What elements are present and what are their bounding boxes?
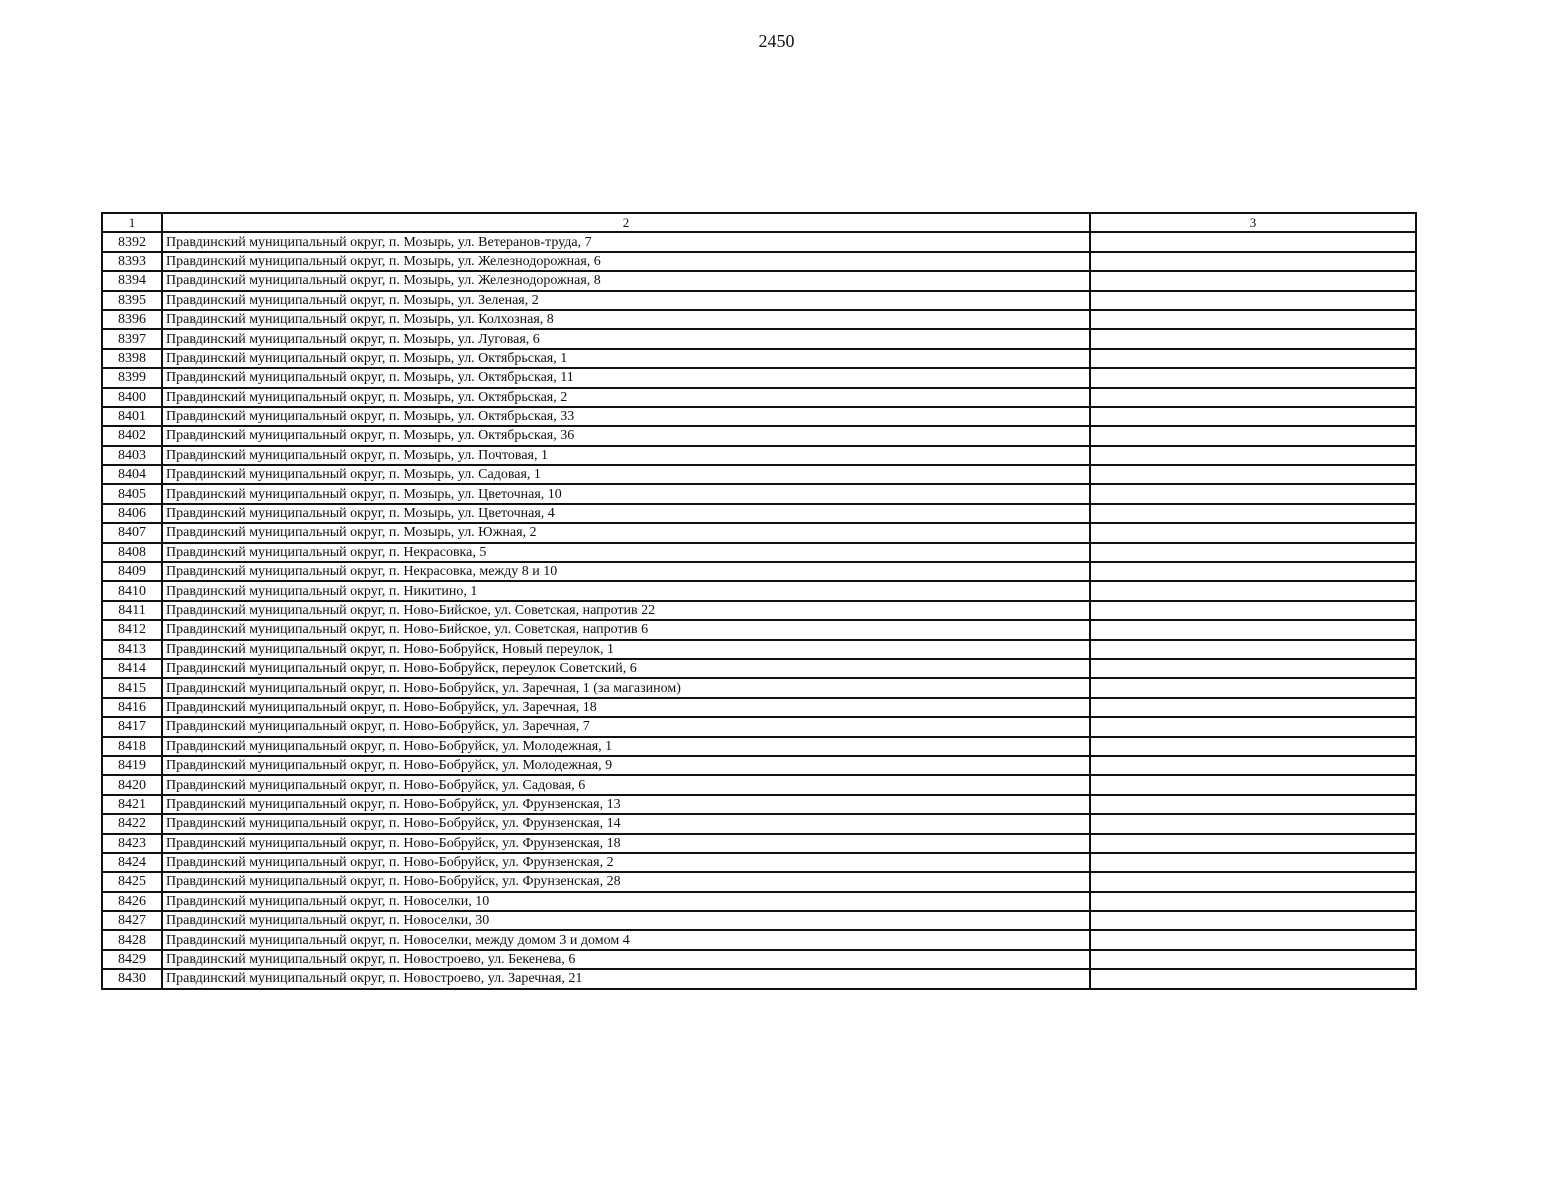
row-number-cell: 8421 bbox=[102, 795, 162, 814]
address-cell: Правдинский муниципальный округ, п. Мозырь, ул. Колхозная, 8 bbox=[162, 310, 1090, 329]
row-number-cell: 8404 bbox=[102, 465, 162, 484]
column-3-cell bbox=[1090, 523, 1416, 542]
row-number-cell: 8399 bbox=[102, 368, 162, 387]
row-number-cell: 8395 bbox=[102, 291, 162, 310]
address-cell: Правдинский муниципальный округ, п. Некрасовка, между 8 и 10 bbox=[162, 562, 1090, 581]
row-number-cell: 8393 bbox=[102, 252, 162, 271]
column-3-cell bbox=[1090, 834, 1416, 853]
column-3-cell bbox=[1090, 698, 1416, 717]
table-row bbox=[102, 388, 1416, 407]
address-cell: Правдинский муниципальный округ, п. Мозырь, ул. Октябрьская, 2 bbox=[162, 388, 1090, 407]
row-number-cell: 8401 bbox=[102, 407, 162, 426]
address-cell: Правдинский муниципальный округ, п. Новоселки, между домом 3 и домом 4 bbox=[162, 930, 1090, 949]
table-row bbox=[102, 814, 1416, 833]
column-3-cell bbox=[1090, 407, 1416, 426]
table-row bbox=[102, 659, 1416, 678]
table-row bbox=[102, 310, 1416, 329]
address-cell: Правдинский муниципальный округ, п. Мозырь, ул. Садовая, 1 bbox=[162, 465, 1090, 484]
row-number-cell: 8415 bbox=[102, 678, 162, 697]
column-3-cell bbox=[1090, 969, 1416, 988]
column-3-cell bbox=[1090, 252, 1416, 271]
table-row bbox=[102, 775, 1416, 794]
row-number-cell: 8397 bbox=[102, 329, 162, 348]
address-cell: Правдинский муниципальный округ, п. Мозырь, ул. Железнодорожная, 6 bbox=[162, 252, 1090, 271]
row-number-cell: 8426 bbox=[102, 892, 162, 911]
row-number-cell: 8407 bbox=[102, 523, 162, 542]
table-row bbox=[102, 562, 1416, 581]
address-cell: Правдинский муниципальный округ, п. Мозырь, ул. Зеленая, 2 bbox=[162, 291, 1090, 310]
column-3-cell bbox=[1090, 601, 1416, 620]
page-number: 2450 bbox=[758, 31, 795, 51]
column-3-cell bbox=[1090, 853, 1416, 872]
column-3-cell bbox=[1090, 349, 1416, 368]
row-number-cell: 8422 bbox=[102, 814, 162, 833]
column-3-cell bbox=[1090, 388, 1416, 407]
address-cell: Правдинский муниципальный округ, п. Ново-Бобруйск, ул. Молодежная, 9 bbox=[162, 756, 1090, 775]
table-row bbox=[102, 368, 1416, 387]
column-3-cell bbox=[1090, 562, 1416, 581]
row-number-cell: 8402 bbox=[102, 426, 162, 445]
row-number-cell: 8429 bbox=[102, 950, 162, 969]
address-cell: Правдинский муниципальный округ, п. Ново-Бобруйск, ул. Фрунзенская, 13 bbox=[162, 795, 1090, 814]
row-number-cell: 8417 bbox=[102, 717, 162, 736]
column-3-cell bbox=[1090, 930, 1416, 949]
table-row bbox=[102, 601, 1416, 620]
row-number-cell: 8420 bbox=[102, 775, 162, 794]
row-number-cell: 8424 bbox=[102, 853, 162, 872]
row-number-cell: 8396 bbox=[102, 310, 162, 329]
row-number-cell: 8419 bbox=[102, 756, 162, 775]
address-cell: Правдинский муниципальный округ, п. Мозырь, ул. Ветеранов-труда, 7 bbox=[162, 232, 1090, 251]
column-3-cell bbox=[1090, 892, 1416, 911]
row-number-cell: 8412 bbox=[102, 620, 162, 639]
column-3-cell bbox=[1090, 581, 1416, 600]
row-number-cell: 8427 bbox=[102, 911, 162, 930]
address-cell: Правдинский муниципальный округ, п. Новостроево, ул. Бекенева, 6 bbox=[162, 950, 1090, 969]
table-row bbox=[102, 504, 1416, 523]
address-cell: Правдинский муниципальный округ, п. Мозырь, ул. Октябрьская, 33 bbox=[162, 407, 1090, 426]
column-3-cell bbox=[1090, 465, 1416, 484]
table-row bbox=[102, 834, 1416, 853]
row-number-cell: 8410 bbox=[102, 581, 162, 600]
table-row bbox=[102, 271, 1416, 290]
row-number-cell: 8423 bbox=[102, 834, 162, 853]
address-cell: Правдинский муниципальный округ, п. Новоселки, 30 bbox=[162, 911, 1090, 930]
column-3-cell bbox=[1090, 659, 1416, 678]
table-row bbox=[102, 407, 1416, 426]
column-3-cell bbox=[1090, 484, 1416, 503]
column-3-cell bbox=[1090, 232, 1416, 251]
address-cell: Правдинский муниципальный округ, п. Никитино, 1 bbox=[162, 581, 1090, 600]
table-row bbox=[102, 620, 1416, 639]
address-cell: Правдинский муниципальный округ, п. Мозырь, ул. Железнодорожная, 8 bbox=[162, 271, 1090, 290]
table-row bbox=[102, 484, 1416, 503]
address-cell: Правдинский муниципальный округ, п. Ново-Бобруйск, ул. Садовая, 6 bbox=[162, 775, 1090, 794]
row-number-cell: 8413 bbox=[102, 640, 162, 659]
header-cell-2: 2 bbox=[162, 213, 1090, 232]
table-row bbox=[102, 465, 1416, 484]
column-3-cell bbox=[1090, 911, 1416, 930]
address-cell: Правдинский муниципальный округ, п. Мозырь, ул. Южная, 2 bbox=[162, 523, 1090, 542]
table-row bbox=[102, 853, 1416, 872]
table-row bbox=[102, 252, 1416, 271]
table-row bbox=[102, 349, 1416, 368]
address-cell: Правдинский муниципальный округ, п. Мозырь, ул. Цветочная, 4 bbox=[162, 504, 1090, 523]
header-cell-1: 1 bbox=[102, 213, 162, 232]
table-header-row bbox=[102, 213, 1416, 232]
address-cell: Правдинский муниципальный округ, п. Новоселки, 10 bbox=[162, 892, 1090, 911]
column-3-cell bbox=[1090, 310, 1416, 329]
row-number-cell: 8416 bbox=[102, 698, 162, 717]
column-3-cell bbox=[1090, 737, 1416, 756]
column-3-cell bbox=[1090, 504, 1416, 523]
table-row bbox=[102, 543, 1416, 562]
row-number-cell: 8405 bbox=[102, 484, 162, 503]
address-cell: Правдинский муниципальный округ, п. Ново-Бобруйск, переулок Советский, 6 bbox=[162, 659, 1090, 678]
row-number-cell: 8428 bbox=[102, 930, 162, 949]
address-cell: Правдинский муниципальный округ, п. Ново-Бобруйск, Новый переулок, 1 bbox=[162, 640, 1090, 659]
column-3-cell bbox=[1090, 814, 1416, 833]
table-row bbox=[102, 950, 1416, 969]
column-3-cell bbox=[1090, 756, 1416, 775]
address-cell: Правдинский муниципальный округ, п. Ново-Бобруйск, ул. Заречная, 7 bbox=[162, 717, 1090, 736]
address-cell: Правдинский муниципальный округ, п. Некрасовка, 5 bbox=[162, 543, 1090, 562]
address-table bbox=[101, 212, 1417, 990]
address-cell: Правдинский муниципальный округ, п. Ново-Бобруйск, ул. Фрунзенская, 14 bbox=[162, 814, 1090, 833]
row-number-cell: 8411 bbox=[102, 601, 162, 620]
address-cell: Правдинский муниципальный округ, п. Ново-Бийское, ул. Советская, напротив 22 bbox=[162, 601, 1090, 620]
row-number-cell: 8409 bbox=[102, 562, 162, 581]
table-row bbox=[102, 232, 1416, 251]
table-row bbox=[102, 523, 1416, 542]
table-row bbox=[102, 678, 1416, 697]
address-cell: Правдинский муниципальный округ, п. Мозырь, ул. Луговая, 6 bbox=[162, 329, 1090, 348]
table-row bbox=[102, 892, 1416, 911]
table-row bbox=[102, 291, 1416, 310]
column-3-cell bbox=[1090, 368, 1416, 387]
column-3-cell bbox=[1090, 678, 1416, 697]
column-3-cell bbox=[1090, 775, 1416, 794]
address-cell: Правдинский муниципальный округ, п. Мозырь, ул. Цветочная, 10 bbox=[162, 484, 1090, 503]
row-number-cell: 8400 bbox=[102, 388, 162, 407]
table-row bbox=[102, 329, 1416, 348]
column-3-cell bbox=[1090, 543, 1416, 562]
table-row bbox=[102, 717, 1416, 736]
row-number-cell: 8430 bbox=[102, 969, 162, 988]
row-number-cell: 8392 bbox=[102, 232, 162, 251]
row-number-cell: 8406 bbox=[102, 504, 162, 523]
column-3-cell bbox=[1090, 426, 1416, 445]
address-cell: Правдинский муниципальный округ, п. Ново-Бобруйск, ул. Фрунзенская, 2 bbox=[162, 853, 1090, 872]
table-row bbox=[102, 446, 1416, 465]
column-3-cell bbox=[1090, 950, 1416, 969]
column-3-cell bbox=[1090, 291, 1416, 310]
row-number-cell: 8425 bbox=[102, 872, 162, 891]
table-row bbox=[102, 756, 1416, 775]
address-cell: Правдинский муниципальный округ, п. Ново-Бийское, ул. Советская, напротив 6 bbox=[162, 620, 1090, 639]
table-row bbox=[102, 698, 1416, 717]
column-3-cell bbox=[1090, 872, 1416, 891]
row-number-cell: 8403 bbox=[102, 446, 162, 465]
address-cell: Правдинский муниципальный округ, п. Ново-Бобруйск, ул. Молодежная, 1 bbox=[162, 737, 1090, 756]
column-3-cell bbox=[1090, 717, 1416, 736]
column-3-cell bbox=[1090, 795, 1416, 814]
header-cell-3: 3 bbox=[1090, 213, 1416, 232]
address-cell: Правдинский муниципальный округ, п. Мозырь, ул. Октябрьская, 11 bbox=[162, 368, 1090, 387]
address-cell: Правдинский муниципальный округ, п. Мозырь, ул. Октябрьская, 1 bbox=[162, 349, 1090, 368]
table-row bbox=[102, 426, 1416, 445]
column-3-cell bbox=[1090, 446, 1416, 465]
table-row bbox=[102, 969, 1416, 988]
address-cell: Правдинский муниципальный округ, п. Мозырь, ул. Почтовая, 1 bbox=[162, 446, 1090, 465]
column-3-cell bbox=[1090, 640, 1416, 659]
table-row bbox=[102, 795, 1416, 814]
table-row bbox=[102, 911, 1416, 930]
address-cell: Правдинский муниципальный округ, п. Ново-Бобруйск, ул. Заречная, 18 bbox=[162, 698, 1090, 717]
table-row bbox=[102, 581, 1416, 600]
address-cell: Правдинский муниципальный округ, п. Новостроево, ул. Заречная, 21 bbox=[162, 969, 1090, 988]
row-number-cell: 8414 bbox=[102, 659, 162, 678]
column-3-cell bbox=[1090, 620, 1416, 639]
table-body bbox=[102, 213, 1416, 989]
address-cell: Правдинский муниципальный округ, п. Ново-Бобруйск, ул. Фрунзенская, 28 bbox=[162, 872, 1090, 891]
row-number-cell: 8418 bbox=[102, 737, 162, 756]
address-cell: Правдинский муниципальный округ, п. Ново-Бобруйск, ул. Фрунзенская, 18 bbox=[162, 834, 1090, 853]
column-3-cell bbox=[1090, 271, 1416, 290]
table-row bbox=[102, 737, 1416, 756]
row-number-cell: 8408 bbox=[102, 543, 162, 562]
table-row bbox=[102, 872, 1416, 891]
row-number-cell: 8394 bbox=[102, 271, 162, 290]
column-3-cell bbox=[1090, 329, 1416, 348]
table-row bbox=[102, 640, 1416, 659]
row-number-cell: 8398 bbox=[102, 349, 162, 368]
address-cell: Правдинский муниципальный округ, п. Мозырь, ул. Октябрьская, 36 bbox=[162, 426, 1090, 445]
address-cell: Правдинский муниципальный округ, п. Ново-Бобруйск, ул. Заречная, 1 (за магазином) bbox=[162, 678, 1090, 697]
table-row bbox=[102, 930, 1416, 949]
